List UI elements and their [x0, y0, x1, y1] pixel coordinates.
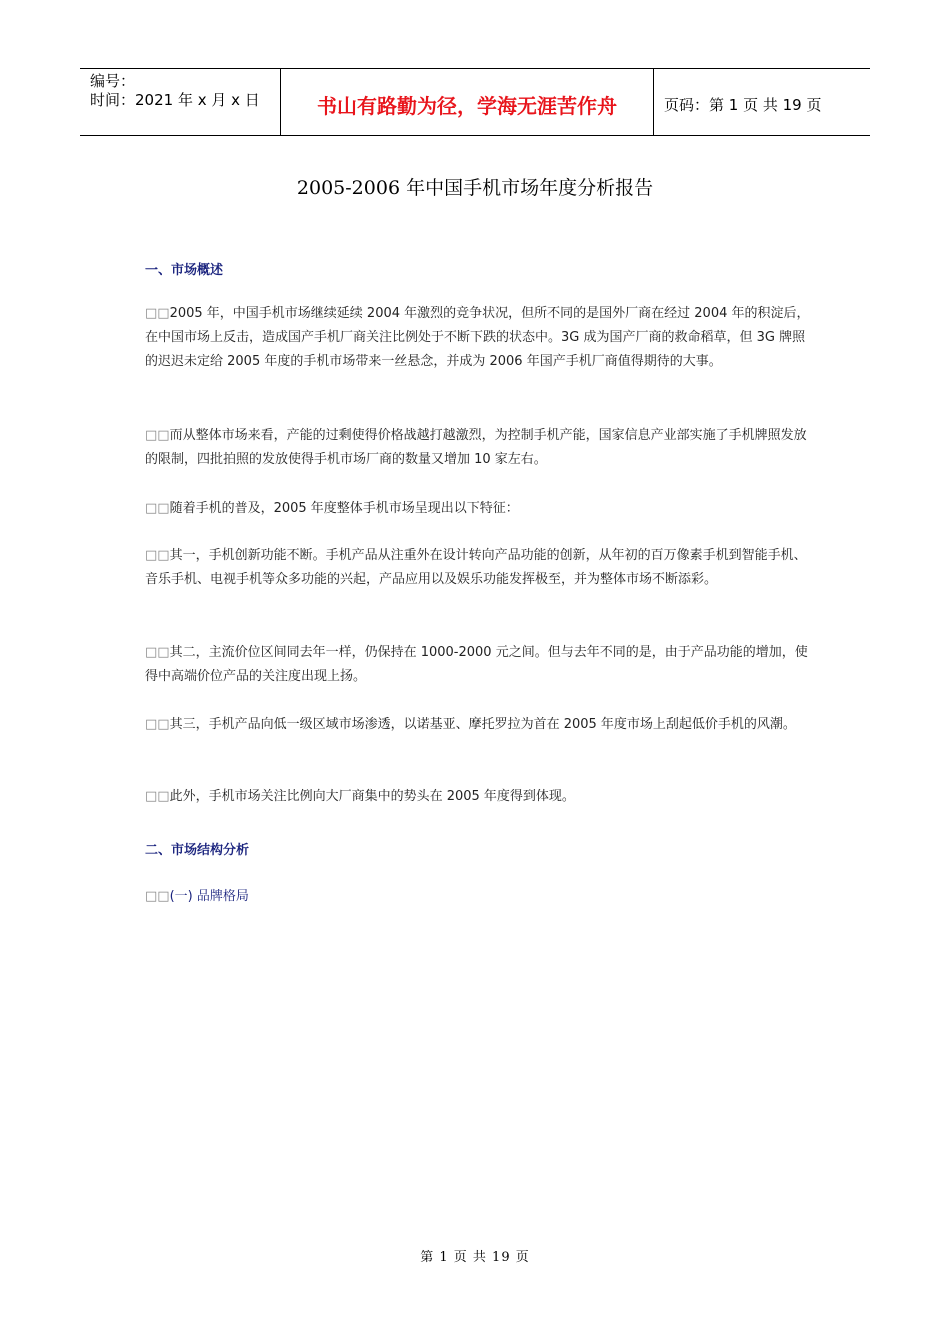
paragraph-text: 其一，手机创新功能不断。手机产品从注重外在设计转向产品功能的创新，从年初的百万像素手机到智能手机、音乐手机、电视手机等众多功能的兴起，产品应用以及娱乐功能发挥极至，并为整体市场不断添彩。 [145, 548, 807, 587]
paragraph-4 [145, 544, 810, 592]
paragraph-text: 其二，主流价位区间同去年一样，仍保持在 1000-2000 元之间。但与去年不同的是，由于产品功能的增加，使得中高端价位产品的关注度出现上扬。 [145, 645, 808, 684]
indent-mark: □□ [145, 645, 170, 660]
paragraph-text: 2005 年，中国手机市场继续延续 2004 年激烈的竞争状况，但所不同的是国外厂商在经过 2004 年的积淀后，在中国市场上反击，造成国产手机厂商关注比例处于不断下跌的状态中。3G 成为国产厂商的救命稻草，但 3G 牌照的迟迟未定给 2005 年度的手机市场带来一丝悬念，并成为 2006 年国产手机厂商值得期待的大事。 [145, 306, 810, 369]
page-footer: 第 1 页 共 19 页 [420, 1250, 530, 1265]
paragraph-5 [145, 641, 810, 689]
paragraph-2 [145, 424, 810, 472]
paragraph-text: 此外，手机市场关注比例向大厂商集中的势头在 2005 年度得到体现。 [169, 789, 575, 804]
indent-mark: □□ [145, 789, 170, 804]
paragraph-3 [145, 497, 810, 521]
document-date: 时间：2021 年 x 月 x 日 [90, 91, 260, 109]
indent-mark: □□ [145, 717, 170, 732]
header-page-info: 页码：第 1 页 共 19 页 [664, 95, 822, 114]
subsection-brand-landscape [145, 885, 249, 904]
paragraph-text: 而从整体市场来看，产能的过剩使得价格战越打越激烈，为控制手机产能，国家信息产业部实施了手机牌照发放的限制，四批拍照的发放使得手机市场厂商的数量又增加 10 家左右。 [145, 428, 807, 467]
header-table [80, 68, 870, 136]
paragraph-6 [145, 713, 810, 737]
paragraph-7 [145, 785, 810, 809]
header-meta [80, 69, 281, 135]
header-motto: 书山有路勤为径，学海无涯苦作舟 [281, 69, 654, 135]
paragraph-text: 其三，手机产品向低一级区域市场渗透，以诺基亚、摩托罗拉为首在 2005 年度市场上刮起低价手机的风潮。 [169, 717, 796, 732]
indent-mark: □□ [145, 428, 170, 443]
indent-mark: □□ [145, 501, 170, 516]
section-heading-market-overview: 一、市场概述 [145, 263, 224, 278]
indent-mark: □□ [145, 548, 170, 563]
paragraph-text: 随着手机的普及，2005 年度整体手机市场呈现出以下特征： [169, 501, 519, 516]
section-heading-market-structure: 二、市场结构分析 [145, 843, 250, 858]
subsection-label: (一) 品牌格局 [169, 889, 249, 904]
document-number-label: 编号： [90, 72, 136, 90]
indent-mark: □□ [145, 889, 170, 904]
document-title: 2005-2006 年中国手机市场年度分析报告 [296, 177, 654, 199]
indent-mark: □□ [145, 306, 170, 321]
paragraph-1 [145, 302, 810, 374]
